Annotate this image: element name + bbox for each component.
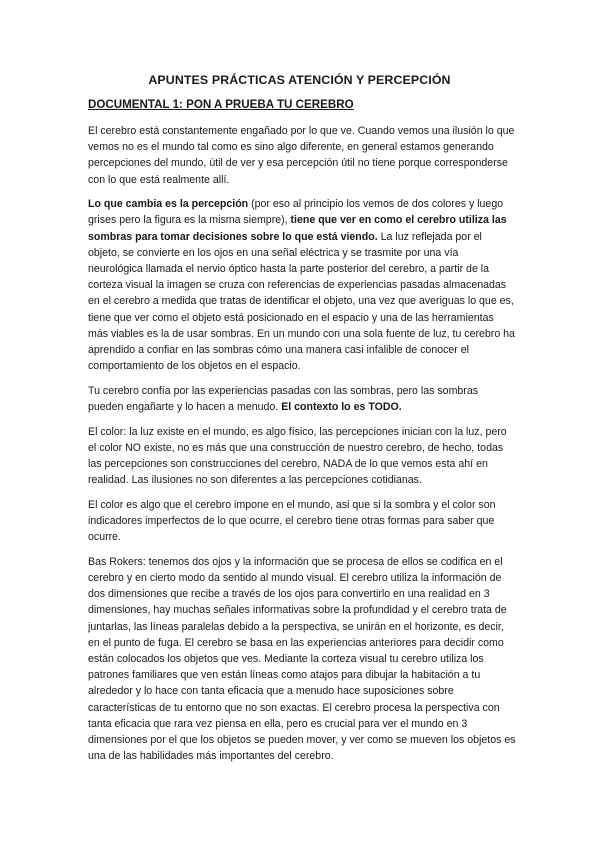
bold-phrase: El contexto lo es TODO. xyxy=(281,401,402,414)
text-span: (por eso al principio los vemos de dos colores y luego grises pero la figura es la misma siempre), xyxy=(88,198,504,227)
bold-phrase: tiene que ver en como el cerebro utiliza las sombras para tomar decisiones sobre lo que está viendo. xyxy=(88,214,507,243)
paragraph-perception xyxy=(88,196,516,374)
paragraph-context xyxy=(88,383,516,415)
text-span: Tu cerebro confía por las experiencias pasadas con las sombras, pero las sombras pueden engañarte y lo hacen a menudo. xyxy=(88,384,479,414)
document-body xyxy=(88,123,516,773)
bold-phrase: Lo que cambia es la percepción xyxy=(88,198,249,211)
paragraph-bas-rokers: Bas Rokers: tenemos dos ojos y la información que se procesa de ellos se codifica en el cerebro y en cierto modo da sentido al mundo visual. El cerebro utiliza la información de dos dimensiones que recibe a través de los ojos para convertirlo en una realidad en 3 dimensiones, hay muchas señales informativas sobre la profundidad y el cerebro trata de juntarlas, las líneas paralelas debido a la perspectiva, se unirán en el horizonte, es decir, en el punto de fuga. El cerebro se basa en las experiencias anteriores para decidir como están colocados los objetos que ves. Mediante la corteza visual tu cerebro utiliza los patrones familiares que ven están líneas como atajos para dibujar la habitación a tu alrededor y lo hace con tanta eficacia que a menudo hace suposiciones sobre características de tu entorno que no son exactas. El cerebro procesa la perspectiva con tanta eficacia que rara vez piensa en ella, pero es crucial para ver el mundo en 3 dimensiones por el que los objetos se pueden mover, y ver como se mueven los objetos es una de las habilidades más importantes del cerebro. xyxy=(88,555,516,763)
text-span: La luz reflejada por el objeto, se convierte en los ojos en una señal eléctrica y se trasmite por una vía neurológica llamada el nervio óptico hasta la parte posterior del cerebro, a partir de la corteza visual la imagen se cruza con referencias de experiencias pasadas almacenadas en el cerebro a medida que tratas de identificar el objeto, una vez que averiguas lo que es, tiene que ver como el objeto está posicionado en el espacio y una de las herramientas más viables es la de usar sombras. En un mundo con una sola fuente de luz, tu cerebro ha aprendido a confiar en las sombras cómo una manera casi infalible de conocer el comportamiento de los objetos en el espacio. xyxy=(88,230,515,373)
section-heading: DOCUMENTAL 1: PON A PRUEBA TU CEREBRO xyxy=(88,98,354,111)
paragraph-intro: El cerebro está constantemente engañado por lo que ve. Cuando vemos una ilusión lo que vemos no es el mundo tal como es sino algo diferente, en general estamos generando percepciones del mundo, útil de ver y esa percepción útil no tiene porque corresponderse con lo que está realmente allí. xyxy=(88,125,515,186)
document-title: APUNTES PRÁCTICAS ATENCIÓN Y PERCEPCIÓN xyxy=(148,73,451,87)
paragraph-color-indicators: El color es algo que el cerebro impone en el mundo, asi que si la sombra y el color son indicadores imperfectos de lo que ocurre, el cerebro tiene otras formas para saber que ocurre. xyxy=(88,498,496,544)
paragraph-color: El color: la luz existe en el mundo, es algo físico, las percepciones inician con la luz, pero el color NO existe, no es más que una construcción de nuestro cerebro, de hecho, todas las percepciones son construcciones del cerebro, NADA de lo que vemos esta ahí en realidad. Las ilusiones no son diferentes a las percepciones cotidianas. xyxy=(88,425,507,487)
